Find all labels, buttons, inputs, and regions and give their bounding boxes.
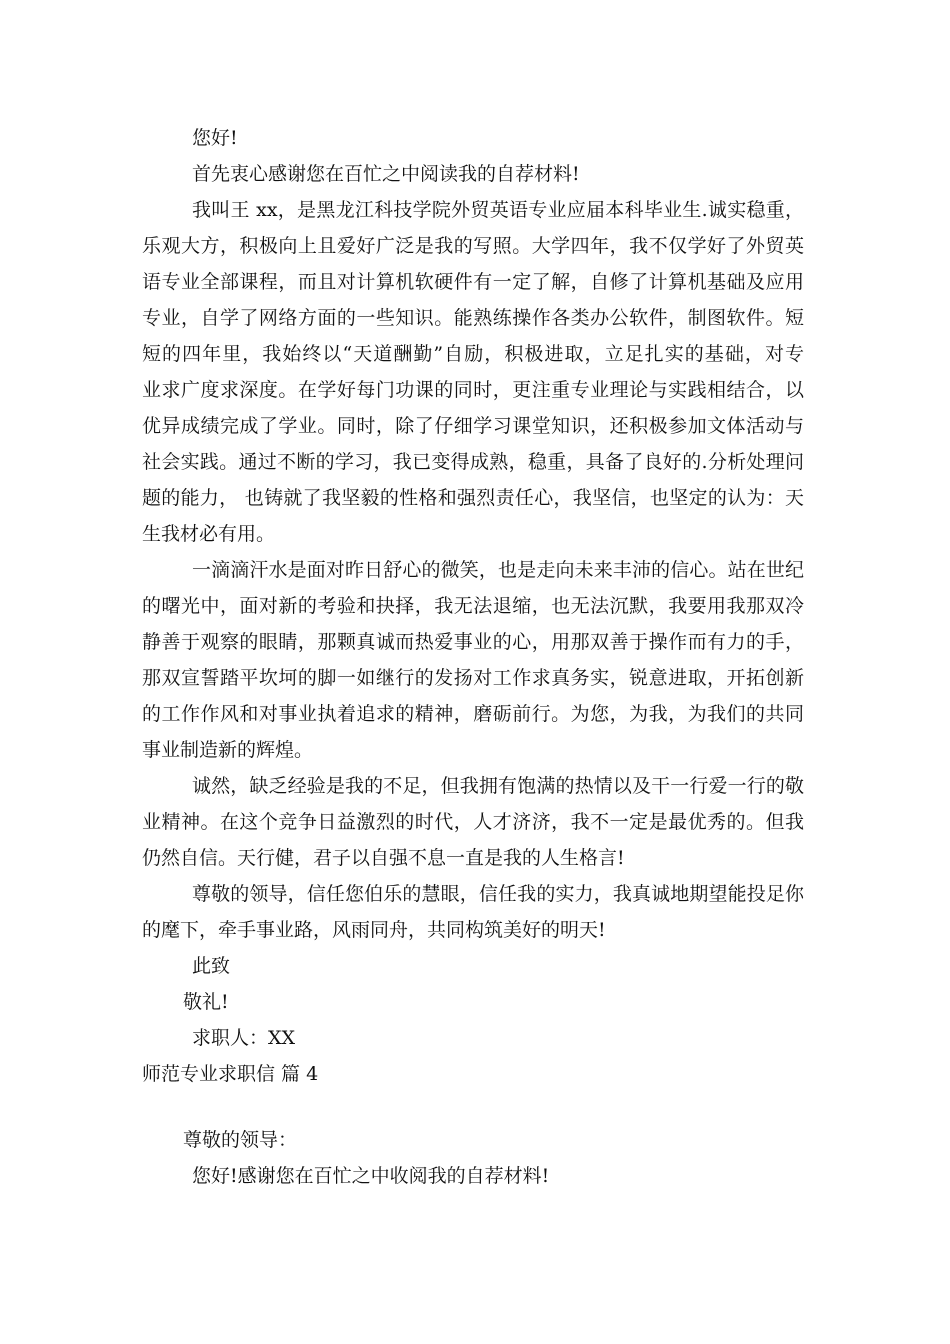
salutation: 尊敬的领导： xyxy=(183,1129,298,1151)
para1-line: 语专业全部课程，而且对计算机软硬件有一定了解，自修了计算机基础及应用 xyxy=(142,271,804,293)
para2-line: 的工作作风和对事业执着追求的精神，磨砺前行。为您，为我，为我们的共同 xyxy=(142,703,804,725)
para2-line: 一滴滴汗水是面对昨日舒心的微笑，也是走向未来丰沛的信心。站在世纪 xyxy=(192,559,804,581)
para2-line: 那双宣誓踏平坎坷的脚一如继行的发扬对工作求真务实，锐意进取，开拓创新 xyxy=(142,667,804,689)
para3-line: 诚然，缺乏经验是我的不足，但我拥有饱满的热情以及干一行爱一行的敬 xyxy=(192,775,804,797)
para1-line: 乐观大方，积极向上且爱好广泛是我的写照。大学四年，我不仅学好了外贸英 xyxy=(142,235,804,257)
para1-line: 业求广度求深度。在学好每门功课的同时，更注重专业理论与实践相结合，以 xyxy=(142,379,804,401)
greeting: 您好! xyxy=(192,127,238,149)
para4-line: 尊敬的领导，信任您伯乐的慧眼，信任我的实力，我真诚地期望能投足你 xyxy=(192,883,804,905)
para1-line: 优异成绩完成了学业。同时，除了仔细学习课堂知识，还积极参加文体活动与 xyxy=(142,415,804,437)
para2-line: 的曙光中，面对新的考验和抉择，我无法退缩，也无法沉默，我要用我那双冷 xyxy=(142,595,804,617)
para3-line: 仍然自信。天行健，君子以自强不息一直是我的人生格言! xyxy=(142,847,625,869)
para1-line: 专业，自学了网络方面的一些知识。能熟练操作各类办公软件，制图软件。短 xyxy=(142,307,804,329)
para3-line: 业精神。在这个竞争日益激烈的时代，人才济济，我不一定是最优秀的。但我 xyxy=(142,811,804,833)
para1-line: 短的四年里，我始终以“天道酬勤”自励，积极进取，立足扎实的基础，对专 xyxy=(142,343,804,365)
para1-line: 生我材必有用。 xyxy=(142,523,276,545)
closing-jingli: 敬礼! xyxy=(183,991,229,1013)
signature: 求职人：XX xyxy=(192,1027,296,1049)
para1-line: 社会实践。通过不断的学习，我已变得成熟，稳重，具备了良好的.分析处理问 xyxy=(142,451,804,473)
section-heading: 师范专业求职信 篇 4 xyxy=(142,1063,319,1085)
para1-line: 我叫王 xx，是黑龙江科技学院外贸英语专业应届本科毕业生.诚实稳重， xyxy=(192,199,804,221)
thanks-line: 首先衷心感谢您在百忙之中阅读我的自荐材料! xyxy=(192,163,580,185)
opening-line: 您好!感谢您在百忙之中收阅我的自荐材料! xyxy=(192,1165,550,1187)
para2-line: 事业制造新的辉煌。 xyxy=(142,739,314,761)
para2-line: 静善于观察的眼睛，那颗真诚而热爱事业的心，用那双善于操作而有力的手， xyxy=(142,631,804,653)
para1-line: 题的能力， 也铸就了我坚毅的性格和强烈责任心，我坚信，也坚定的认为：天 xyxy=(142,487,804,509)
closing-cizhi: 此致 xyxy=(192,955,231,977)
para4-line: 的麾下，牵手事业路，风雨同舟，共同构筑美好的明天! xyxy=(142,919,606,941)
